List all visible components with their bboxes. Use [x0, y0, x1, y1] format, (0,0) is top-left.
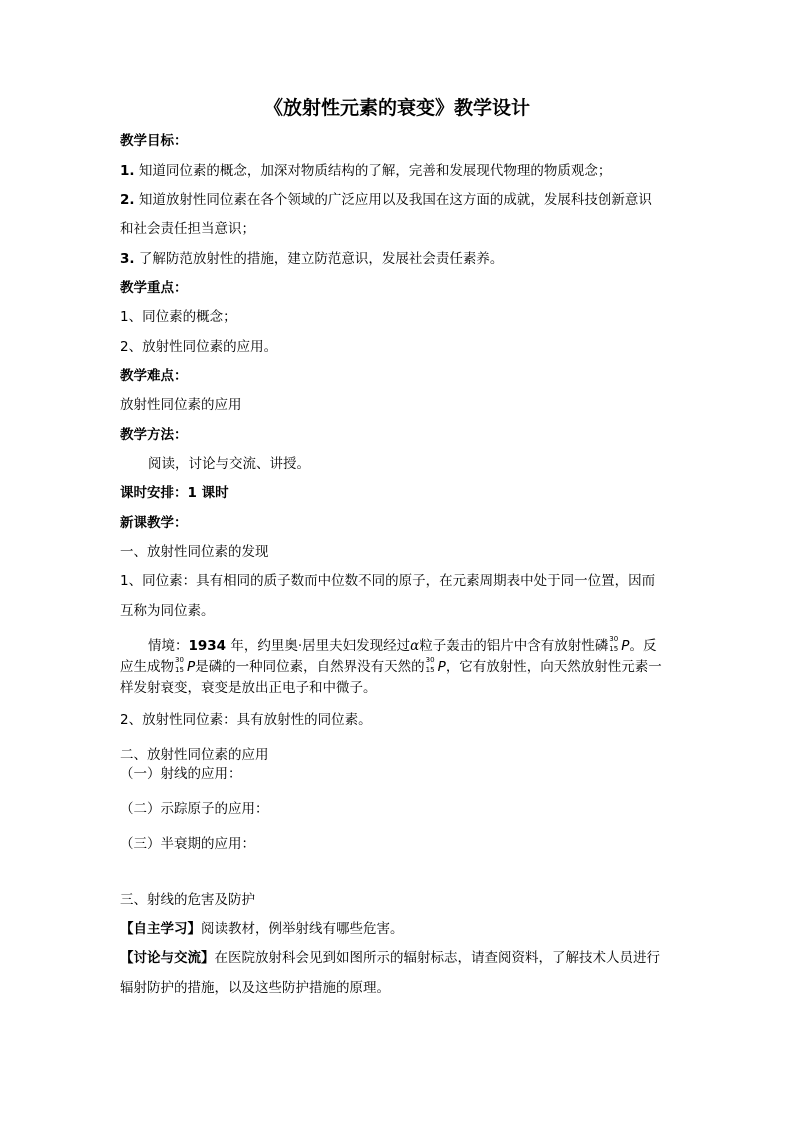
- isotope-mass-number: 30: [425, 656, 435, 664]
- phosphorus-30-isotope: [609, 635, 630, 654]
- section-2-heading: 二、放射性同位素的应用: [120, 747, 269, 763]
- context-line-2: [120, 656, 662, 675]
- key-points-heading: 教学重点：: [120, 280, 188, 296]
- schedule-line: [120, 485, 229, 501]
- objective-1-number: 1.: [120, 163, 135, 179]
- difficulty-text: 放射性同位素的应用: [120, 397, 242, 413]
- context-text-1: 年，约里奥·居里夫妇发现经过: [226, 638, 411, 654]
- context-line-3: 样发射衰变，衰变是放出正电子和中微子。: [120, 680, 377, 696]
- section-1-heading: 一、放射性同位素的发现: [120, 544, 269, 560]
- isotope-atomic-number: 15: [425, 666, 435, 674]
- context-text-5: 是磷的一种同位素，自然界没有天然的: [195, 659, 425, 675]
- objective-3-text: 了解防范放射性的措施，建立防范意识，发展社会责任素养。: [138, 251, 504, 267]
- context-text-2: 粒子轰击的铝片中含有放射性磷: [419, 638, 609, 654]
- method-heading: 教学方法：: [120, 427, 188, 443]
- difficulty-heading: 教学难点：: [120, 368, 188, 384]
- objective-1-text: 知道同位素的概念，加深对物质结构的了解，完善和发展现代物理的物质观念；: [138, 163, 612, 179]
- context-line-1: [148, 635, 657, 654]
- discuss-text: 在医院放射科会见到如图所示的辐射标志，请查阅资料，了解技术人员进行: [214, 950, 660, 966]
- self-study-tag: 【自主学习】: [120, 921, 201, 937]
- objective-2-continued: 和社会责任担当意识；: [120, 221, 255, 237]
- definition-1: 1、同位素：具有相同的质子数而中位数不同的原子，在元素周期表中处于同一位置，因而: [120, 573, 656, 589]
- context-label: 情境：: [148, 638, 189, 654]
- new-lesson-heading: 新课教学：: [120, 515, 188, 531]
- section-3-heading: 三、射线的危害及防护: [120, 892, 255, 908]
- phosphorus-30-isotope: [175, 656, 196, 675]
- subsection-1: （一）射线的应用：: [120, 766, 242, 782]
- key-point-2: 2、放射性同位素的应用。: [120, 339, 278, 355]
- alpha-symbol: α: [410, 638, 420, 654]
- isotope-symbol: P: [437, 659, 446, 675]
- phosphorus-30-isotope: [425, 656, 446, 675]
- self-study-line: [120, 921, 404, 937]
- context-text-3: 。反: [629, 638, 657, 654]
- objective-2-text: 知道放射性同位素在各个领域的广泛应用以及我国在这方面的成就，发展科技创新意识: [138, 192, 652, 208]
- schedule-value: 1 课时: [187, 485, 229, 501]
- subsection-3: （三）半衰期的应用：: [120, 836, 255, 852]
- context-year: 1934: [188, 638, 227, 654]
- isotope-symbol: P: [621, 638, 630, 654]
- objective-2-number: 2.: [120, 192, 135, 208]
- method-text: 阅读，讨论与交流、讲授。: [148, 456, 310, 472]
- subsection-2: （二）示踪原子的应用：: [120, 801, 269, 817]
- isotope-mass-number: 30: [175, 656, 184, 664]
- discuss-line-continued: 辐射防护的措施，以及这些防护措施的原理。: [120, 980, 390, 996]
- objective-3-number: 3.: [120, 251, 135, 267]
- context-text-4: 应生成物: [120, 659, 174, 675]
- isotope-symbol: P: [187, 659, 196, 675]
- schedule-heading: 课时安排：: [120, 485, 188, 501]
- context-text-6: ，它有放射性，向天然放射性元素一: [445, 659, 662, 675]
- isotope-mass-number: 30: [609, 635, 619, 643]
- isotope-atomic-number: 15: [175, 666, 184, 674]
- objective-1: [120, 163, 611, 179]
- definition-1-continued: 互称为同位素。: [120, 603, 215, 619]
- objective-2: [120, 192, 652, 208]
- objective-3: [120, 251, 503, 267]
- definition-2: 2、放射性同位素：具有放射性的同位素。: [120, 712, 372, 728]
- document-title: 《放射性元素的衰变》教学设计: [263, 97, 530, 119]
- self-study-text: 阅读教材，例举射线有哪些危害。: [201, 921, 404, 937]
- discuss-line: [120, 950, 660, 966]
- key-point-1: 1、同位素的概念；: [120, 309, 237, 325]
- isotope-atomic-number: 15: [609, 645, 619, 653]
- objectives-heading: 教学目标：: [120, 133, 188, 149]
- discuss-tag: 【讨论与交流】: [120, 950, 215, 966]
